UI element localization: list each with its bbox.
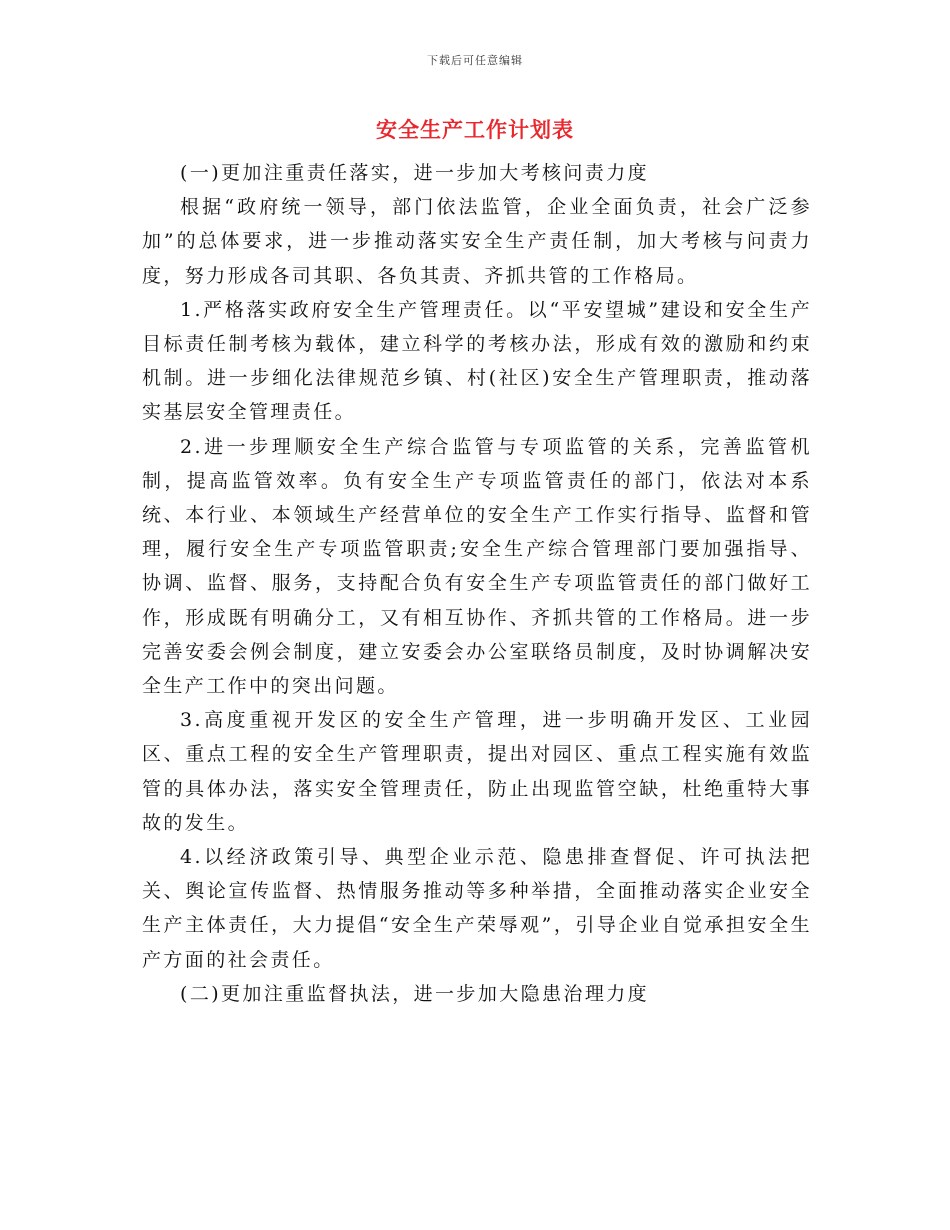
list-item-3: 3.高度重视开发区的安全生产管理，进一步明确开发区、工业园区、重点工程的安全生产管理职责，提出对园区、重点工程实施有效监管的具体办法，落实安全管理责任，防止出现监管空缺，杜绝重特大事故的发生。 <box>142 709 812 834</box>
list-item-1: 1.严格落实政府安全生产管理责任。以“平安望城”建设和安全生产目标责任制考核为载体，建立科学的考核办法，形成有效的激励和约束机制。进一步细化法律规范乡镇、村(社区)安全生产管理职责，推动落实基层安全管理责任。 <box>142 298 812 424</box>
body-paragraph: 根据“政府统一领导，部门依法监管，企业全面负责，社会广泛参加”的总体要求，进一步推动落实安全生产责任制，加大考核与问责力度，努力形成各司其职、各负其责、齐抓共管的工作格局。 <box>142 196 812 287</box>
page-header-note: 下载后可任意编辑 <box>427 54 523 67</box>
list-item-4: 4.以经济政策引导、典型企业示范、隐患排查督促、许可执法把关、舆论宣传监督、热情服务推动等多种举措，全面推动落实企业安全生产主体责任，大力提倡“安全生产荣辱观”，引导企业自觉承担安全生产方面的社会责任。 <box>142 846 812 971</box>
section-heading-2: (二)更加注重监督执法，进一步加大隐患治理力度 <box>180 982 650 1005</box>
document-body <box>142 156 812 1011</box>
document-title: 安全生产工作计划表 <box>376 117 574 142</box>
section-heading-1: (一)更加注重责任落实，进一步加大考核问责力度 <box>180 162 650 184</box>
list-item-2: 2.进一步理顺安全生产综合监管与专项监管的关系，完善监管机制，提高监管效率。负有安全生产专项监管责任的部门，依法对本系统、本行业、本领域生产经营单位的安全生产工作实行指导、监督和管理，履行安全生产专项监管职责;安全生产综合管理部门要加强指导、协调、监督、服务，支持配合负有安全生产专项监管责任的部门做好工作，形成既有明确分工，又有相互协作、齐抓共管的工作格局。进一步完善安委会例会制度，建立安委会办公室联络员制度，及时协调解决安全生产工作中的突出问题。 <box>142 435 812 698</box>
